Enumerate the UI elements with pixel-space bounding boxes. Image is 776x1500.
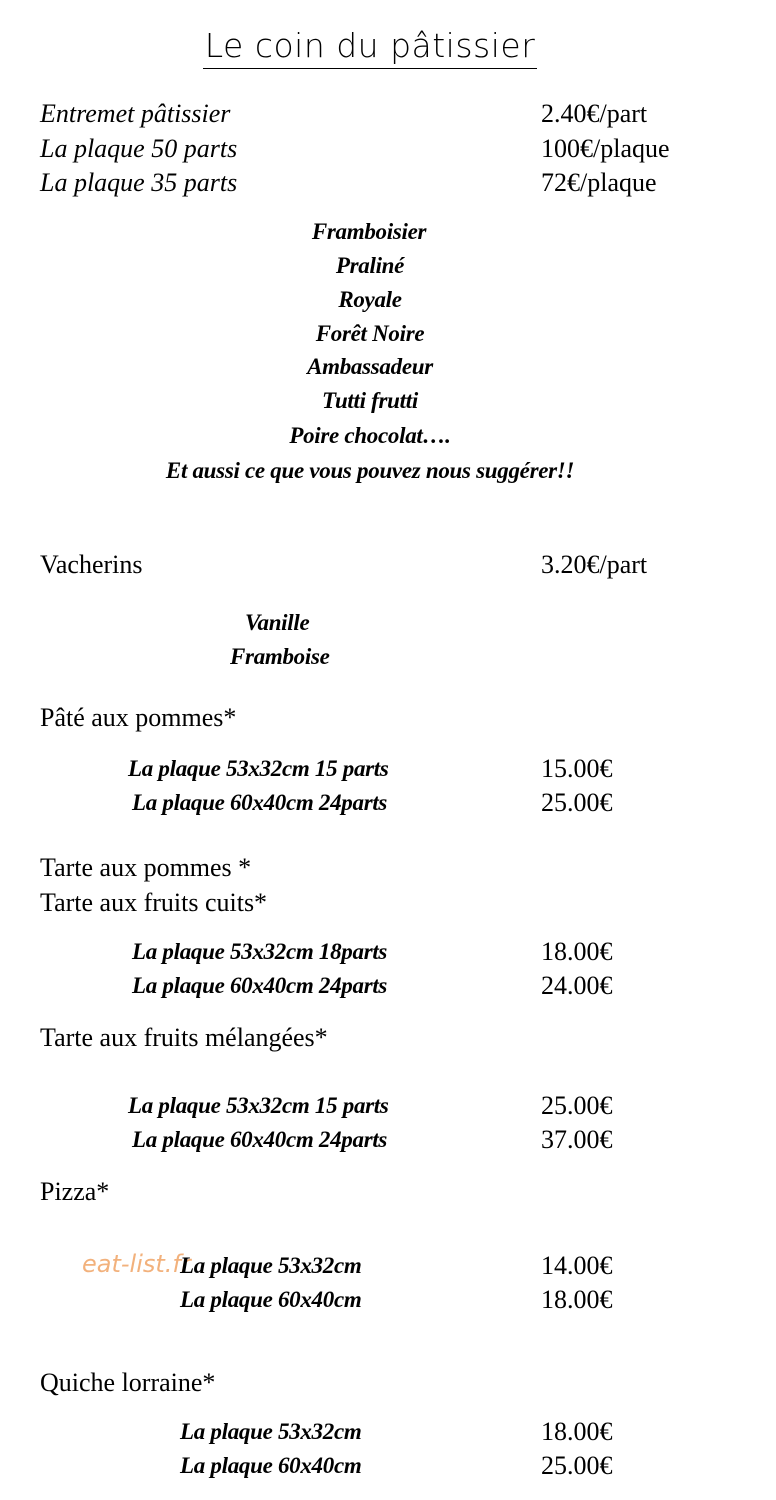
quiche-label: Quiche lorraine* xyxy=(40,1368,216,1397)
vacherins-label: Vacherins xyxy=(40,550,143,579)
flavor-poire-chocolat: Poire chocolat…. xyxy=(289,423,451,448)
watermark: eat-list.fr xyxy=(82,1250,191,1278)
plaque-50-price: 100€/plaque xyxy=(541,134,670,163)
quiche-plaque-60-price: 25.00€ xyxy=(541,1451,613,1480)
flavor-praline: Praliné xyxy=(335,253,405,278)
flavor-tutti-frutti: Tutti frutti xyxy=(322,388,418,413)
pizza-plaque-53-price: 14.00€ xyxy=(541,1251,613,1280)
pate-plaque-53-price: 15.00€ xyxy=(541,754,613,783)
pizza-plaque-60-price: 18.00€ xyxy=(541,1285,613,1314)
flavor-royale: Royale xyxy=(338,287,402,312)
plaque-35-price: 72€/plaque xyxy=(541,168,657,197)
quiche-plaque-53-price: 18.00€ xyxy=(541,1417,613,1446)
tarte-plaque-53-label: La plaque 53x32cm 18parts xyxy=(132,939,388,964)
flavor-vanille: Vanille xyxy=(245,610,310,635)
page-title-text: Le coin du pâtissier xyxy=(203,26,538,69)
tarte-fruits-cuits-label: Tarte aux fruits cuits* xyxy=(40,888,268,917)
tarte-plaque-60-price: 24.00€ xyxy=(541,971,613,1000)
melangees-plaque-60-price: 37.00€ xyxy=(541,1125,613,1154)
vacherins-price: 3.20€/part xyxy=(541,550,648,579)
tarte-plaque-60-label: La plaque 60x40cm 24parts xyxy=(132,973,388,998)
entremet-label: Entremet pâtissier xyxy=(40,99,231,128)
pate-plaque-60-label: La plaque 60x40cm 24parts xyxy=(132,790,388,815)
pizza-plaque-53-label: La plaque 53x32cm xyxy=(180,1253,362,1278)
pizza-plaque-60-label: La plaque 60x40cm xyxy=(180,1287,362,1312)
tarte-melangees-label: Tarte aux fruits mélangées* xyxy=(40,1023,328,1052)
entremet-price: 2.40€/part xyxy=(541,99,648,128)
pizza-label: Pizza* xyxy=(40,1177,110,1206)
pate-plaque-53-label: La plaque 53x32cm 15 parts xyxy=(128,756,389,781)
plaque-35-label: La plaque 35 parts xyxy=(40,168,238,197)
quiche-plaque-53-label: La plaque 53x32cm xyxy=(180,1419,362,1444)
melangees-plaque-53-price: 25.00€ xyxy=(541,1091,613,1120)
page-title xyxy=(0,26,740,65)
flavor-framboise: Framboise xyxy=(230,644,330,669)
melangees-plaque-53-label: La plaque 53x32cm 15 parts xyxy=(128,1093,389,1118)
pate-pommes-label: Pâté aux pommes* xyxy=(40,703,237,732)
flavor-foret-noire: Forêt Noire xyxy=(315,321,425,346)
suggestion-note: Et aussi ce que vous pouvez nous suggérer!! xyxy=(165,458,575,483)
tarte-plaque-53-price: 18.00€ xyxy=(541,937,613,966)
flavor-ambassadeur: Ambassadeur xyxy=(307,354,433,379)
tarte-pommes-label: Tarte aux pommes * xyxy=(40,853,252,882)
pate-plaque-60-price: 25.00€ xyxy=(541,788,613,817)
flavor-framboisier: Framboisier xyxy=(311,219,427,244)
plaque-50-label: La plaque 50 parts xyxy=(40,134,238,163)
quiche-plaque-60-label: La plaque 60x40cm xyxy=(180,1453,362,1478)
melangees-plaque-60-label: La plaque 60x40cm 24parts xyxy=(132,1127,388,1152)
